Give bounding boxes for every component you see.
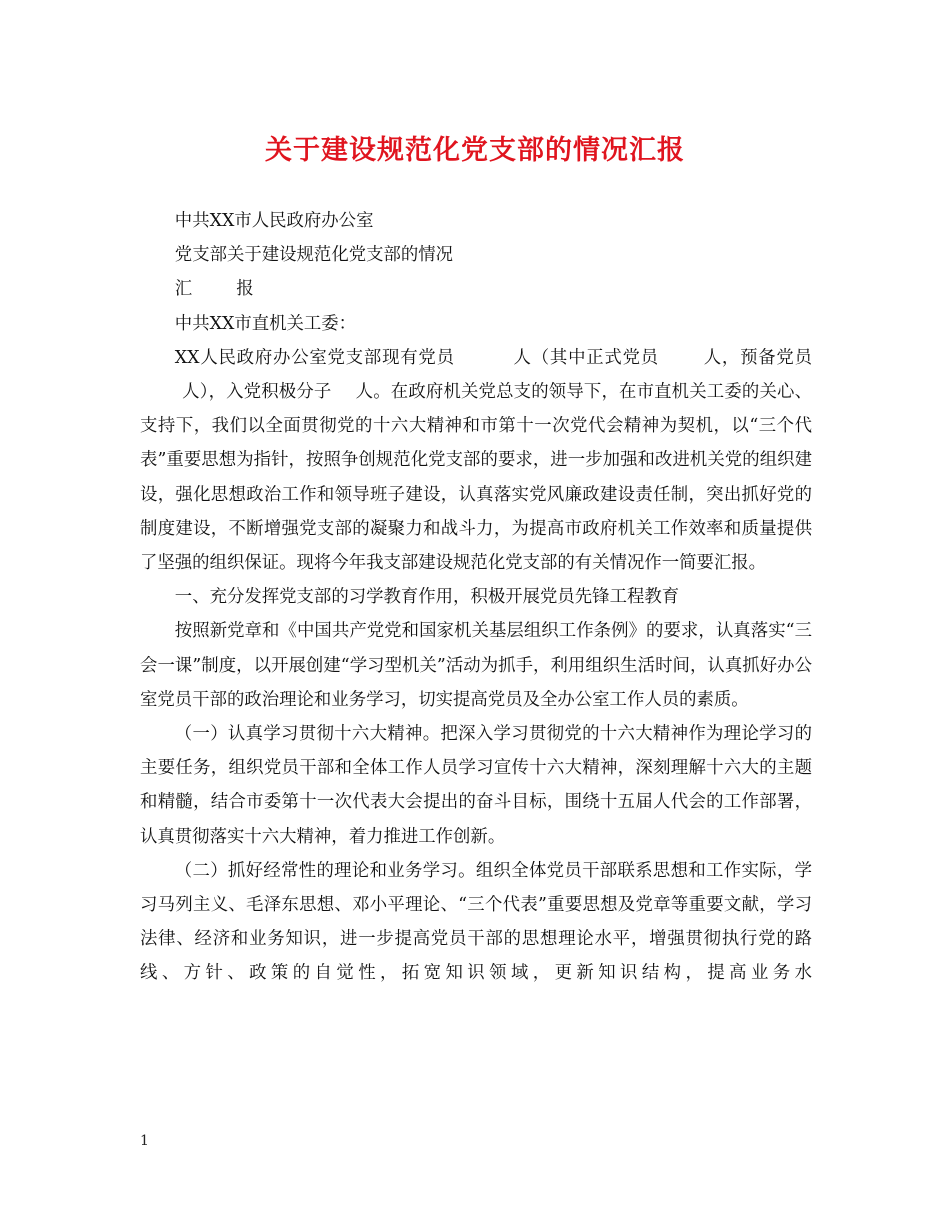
paragraph-3: （二）抓好经常性的理论和业务学习。组织全体党员干部联系思想和工作实际，学习马列主义、毛泽东思想、邓小平理论、“三个代表”重要思想及党章等重要文献，学习法律、经济和业务知识，进一步提高党员干部的思想理论水平，增强贯彻执行党的路线、方针、政策的自觉性，拓宽知识领域，更新知识结构，提高业务水 xyxy=(140,860,812,984)
paragraph-1: 按照新党章和《中国共产党党和国家机关基层组织工作条例》的要求，认真落实“三会一课”制度，以开展创建“学习型机关”活动为抓手，利用组织生活时间，认真抓好办公室党员干部的政治理论和业务学习，切实提高党员及全办公室工作人员的素质。 xyxy=(140,621,812,710)
document-title: 关于建设规范化党支部的情况汇报 xyxy=(265,135,685,166)
intro-part4: 人），入党积极分子 xyxy=(182,382,332,403)
intro-part2: 人（其中正式党员 xyxy=(512,347,659,368)
header-subject-line: 党支部关于建设规范化党支部的情况 xyxy=(174,245,454,266)
page-number: 1 xyxy=(140,1133,149,1149)
header-report-hui: 汇 xyxy=(174,279,193,300)
header-org-line: 中共XX市人民政府办公室 xyxy=(174,211,374,231)
intro-part5: 人。在政府机关党总支的领导下，在市直机关工委的关心、支持下，我们以全面贯彻党的十六大精神和市第十一次党代会精神为契机，以“三个代表”重要思想为指针，按照争创规范化党支部的要求，进一步加强和改进机关党的组织建设，强化思想政治工作和领导班子建设，认真落实党风廉政建设责任制，突出抓好党的制度建设，不断增强党支部的凝聚力和战斗力，为提高市政府机关工作效率和质量提供了坚强的组织保证。现将今年我支部建设规范化党支部的有关情况作一简要汇报。 xyxy=(140,382,812,574)
section-heading-1: 一、充分发挥党支部的习学教育作用，积极开展党员先锋工程教育 xyxy=(174,587,680,608)
header-report-bao: 报 xyxy=(236,279,254,300)
document-body xyxy=(140,204,812,991)
intro-part1: XX人民政府办公室党支部现有党员 xyxy=(174,347,455,368)
intro-part3: 人，预备党员 xyxy=(702,347,812,368)
intro-paragraph xyxy=(140,341,812,580)
paragraph-2: （一）认真学习贯彻十六大精神。把深入学习贯彻党的十六大精神作为理论学习的主要任务，组织党员干部和全体工作人员学习宣传十六大精神，深刻理解十六大的主题和精髓，结合市委第十一次代表大会提出的奋斗目标，围绕十五届人代会的工作部署，认真贯彻落实十六大精神，着力推进工作创新。 xyxy=(140,724,812,847)
salutation-line: 中共XX市直机关工委： xyxy=(174,313,357,334)
header-report-line xyxy=(140,272,812,306)
